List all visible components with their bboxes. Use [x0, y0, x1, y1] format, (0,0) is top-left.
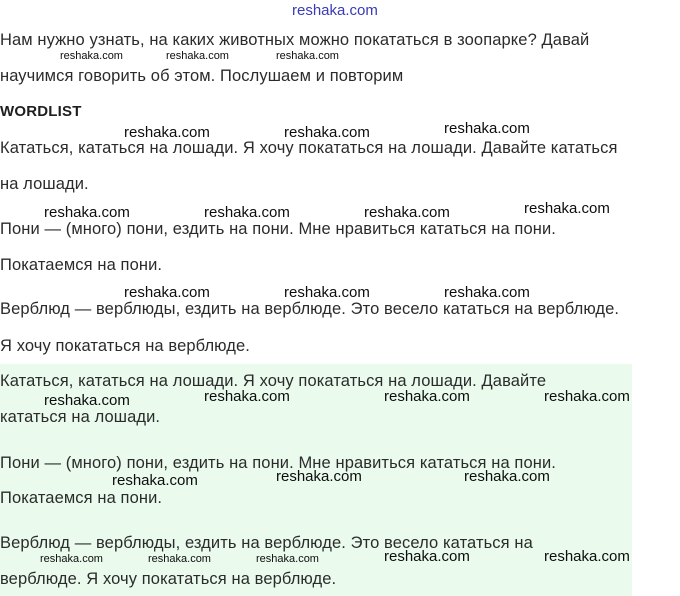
watermark: reshaka.com: [464, 468, 550, 485]
watermark: reshaka.com: [276, 468, 362, 485]
highlight-1-line-2: кататься на лошади.: [0, 408, 161, 426]
watermark: reshaka.com: [384, 548, 470, 565]
watermark: reshaka.com: [544, 548, 630, 565]
watermark: reshaka.com: [166, 50, 229, 62]
wordlist-heading: WORDLIST: [0, 103, 82, 120]
watermark: reshaka.com: [384, 388, 470, 405]
watermark-top: reshaka.com: [292, 2, 378, 19]
watermark: reshaka.com: [44, 204, 130, 221]
watermark: reshaka.com: [256, 553, 319, 565]
watermark: reshaka.com: [40, 553, 103, 565]
highlight-3-line-1: Верблюд — верблюды, ездить на верблюде. Это весело кататься на: [0, 534, 533, 552]
highlight-3-line-2: верблюде. Я хочу покататься на верблюде.: [0, 570, 337, 588]
intro-line-1: Нам нужно узнать, на каких животных можно покататься в зоопарке? Давай: [0, 31, 590, 49]
watermark: reshaka.com: [124, 284, 210, 301]
item-3-line-1: Верблюд — верблюды, ездить на верблюде. Это весело кататься на верблюде.: [0, 300, 620, 318]
item-1-line-1: Кататься, кататься на лошади. Я хочу покататься на лошади. Давайте кататься: [0, 139, 618, 157]
watermark: reshaka.com: [204, 388, 290, 405]
watermark: reshaka.com: [544, 388, 630, 405]
watermark: reshaka.com: [148, 553, 211, 565]
highlight-2-line-1: Пони — (много) пони, ездить на пони. Мне нравиться кататься на пони.: [0, 454, 556, 472]
watermark: reshaka.com: [364, 204, 450, 221]
watermark: reshaka.com: [284, 124, 370, 141]
highlight-1-line-1: Кататься, кататься на лошади. Я хочу покататься на лошади. Давайте: [0, 372, 547, 390]
watermark: reshaka.com: [112, 472, 198, 489]
item-1-line-2: на лошади.: [0, 175, 89, 193]
watermark: reshaka.com: [276, 50, 339, 62]
highlight-2-line-2: Покатаемся на пони.: [0, 489, 163, 507]
item-3-line-2: Я хочу покататься на верблюде.: [0, 337, 250, 355]
watermark: reshaka.com: [284, 284, 370, 301]
watermark: reshaka.com: [60, 50, 123, 62]
item-2-line-2: Покатаемся на пони.: [0, 256, 163, 274]
watermark: reshaka.com: [44, 392, 130, 409]
watermark: reshaka.com: [124, 124, 210, 141]
watermark: reshaka.com: [444, 284, 530, 301]
watermark: reshaka.com: [444, 120, 530, 137]
item-2-line-1: Пони — (много) пони, ездить на пони. Мне нравиться кататься на пони.: [0, 220, 556, 238]
watermark: reshaka.com: [204, 204, 290, 221]
watermark: reshaka.com: [524, 200, 610, 217]
intro-line-2: научимся говорить об этом. Послушаем и повторим: [0, 67, 404, 85]
